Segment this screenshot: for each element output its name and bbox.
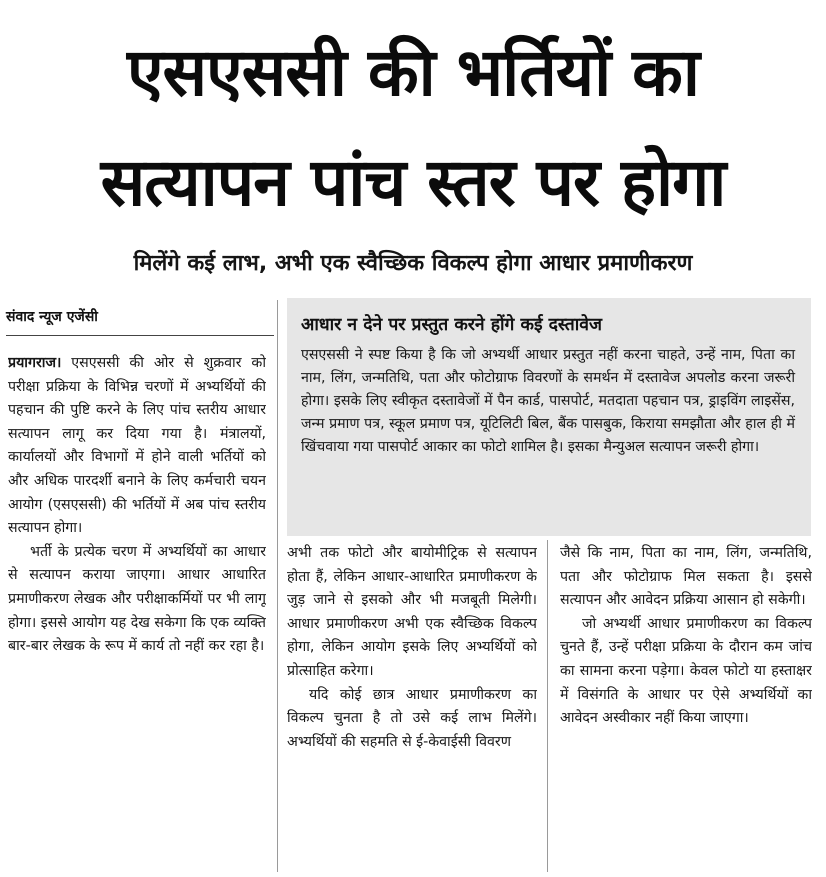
info-box — [287, 298, 811, 536]
headline-line-2: सत्यापन पांच स्तर पर होगा — [100, 144, 726, 221]
info-box-body: एसएससी ने स्पष्ट किया है कि जो अभ्यर्थी आधार प्रस्तुत नहीं करना चाहते, उन्हें नाम, पिता का नाम, लिंग, जन्मतिथि, पता और फोटोग्राफ विवरणों के समर्थन में दस्तावेज अपलोड करना जरूरी होगा। इसके लिए स्वीकृत दस्तावेजों में पैन कार्ड, पासपोर्ट, मतदाता पहचान पत्र, ड्राइविंग लाइसेंस, जन्म प्रमाण पत्र, स्कूल प्रमाण पत्र, यूटिलिटी बिल, बैंक पासबुक, किराया समझौता और हाल ही में खिंचवाया गया पासपोर्ट आकार का फोटो शामिल है। इसका मैन्युअल सत्यापन जरूरी होगा। — [301, 347, 795, 455]
column1-paragraph-2: भर्ती के प्रत्येक चरण में अभ्यर्थियों का आधार से सत्यापन कराया जाएगा। आधार आधारित प्रमाणीकरण लेखक और परीक्षाकर्मियों पर भी लागू होगा। इससे आयोग यह देख सकेगा कि एक व्यक्ति बार-बार लेखक के रूप में कार्य तो नहीं कर रहा है। — [8, 543, 266, 655]
column-divider-1 — [277, 300, 278, 872]
column2-paragraph-1: अभी तक फोटो और बायोमीट्रिक से सत्यापन होता हैं, लेकिन आधार-आधारित प्रमाणीकरण के जुड़ जाने से इसको और भी मजबूती मिलेगी। आधार प्रमाणीकरण अभी एक स्वैच्छिक विकल्प होगा, लेकिन आयोग इसके लिए अभ्यर्थियों को प्रोत्साहित करेगा। — [287, 545, 537, 679]
dateline: प्रयागराज। — [8, 355, 62, 371]
column3-paragraph-2: जो अभ्यर्थी आधार प्रमाणीकरण का विकल्प चुनते हैं, उन्हें परीक्षा प्रक्रिया के दौरान कम जांच का सामना करना पड़ेगा। केवल फोटो या हस्ताक्षर में विसंगति के आधार पर ऐसे अभ्यर्थियों का आवेदन अस्वीकार नहीं किया जाएगा। — [560, 615, 812, 727]
headline-line-1: एसएससी की भर्तियों का — [127, 34, 699, 111]
column-divider-2 — [547, 540, 548, 872]
article-column-1 — [8, 352, 266, 872]
subheadline: मिलेंगे कई लाभ, अभी एक स्वैच्छिक विकल्प होगा आधार प्रमाणीकरण — [133, 251, 693, 276]
article-column-2 — [287, 542, 537, 872]
column1-paragraph-1-text: एसएससी की ओर से शुक्रवार को परीक्षा प्रक्रिया के विभिन्न चरणों में अभ्यर्थियों की पहचान की पुष्टि करने के लिए पांच स्तरीय आधार सत्यापन लागू कर दिया गया है। मंत्रालयों, कार्यालयों और विभागों में होने वाली भर्तियों को और अधिक पारदर्शी बनाने के लिए कर्मचारी चयन आयोग (एसएससी) की भर्तियों में अब पांच स्तरीय सत्यापन होगा। — [8, 355, 266, 537]
info-box-title: आधार न देने पर प्रस्तुत करने होंगे कई दस्तावेज — [301, 315, 602, 335]
byline-divider — [6, 335, 274, 336]
article-column-3 — [560, 542, 812, 872]
column3-paragraph-1: जैसे कि नाम, पिता का नाम, लिंग, जन्मतिथि, पता और फोटोग्राफ मिल सकता है। इससे सत्यापन और आवेदन प्रक्रिया आसान हो सकेगी। — [560, 545, 812, 609]
byline: संवाद न्यूज एजेंसी — [6, 309, 98, 325]
column1-paragraph-1 — [8, 352, 266, 541]
column2-paragraph-2: यदि कोई छात्र आधार प्रमाणीकरण का विकल्प चुनता है तो उसे कई लाभ मिलेंगे। अभ्यर्थियों की सहमति से ई-केवाईसी विवरण — [287, 686, 537, 750]
